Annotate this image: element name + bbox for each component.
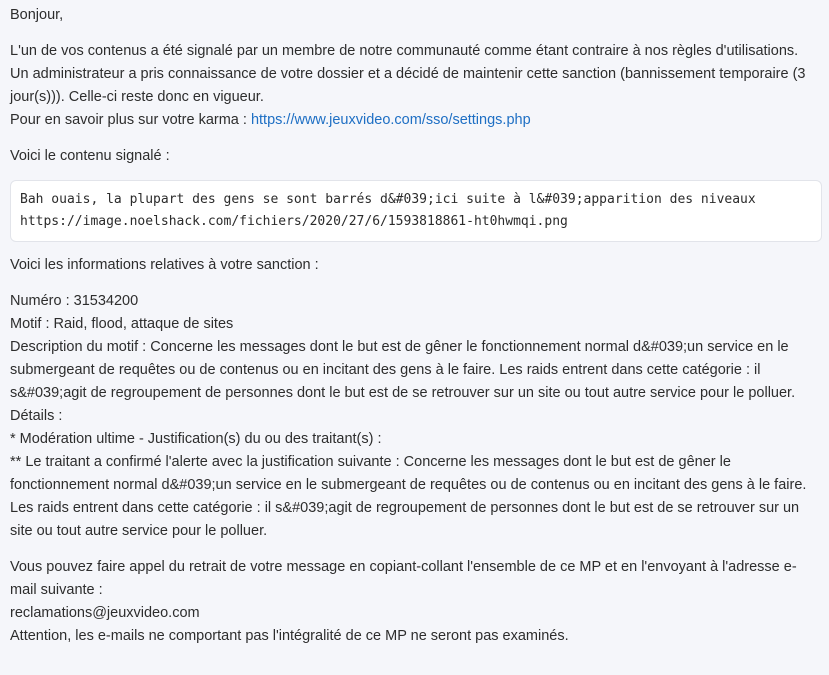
moderation-line: * Modération ultime - Justification(s) du ou des traitant(s) : xyxy=(10,431,382,447)
sanction-motif: Motif : Raid, flood, attaque de sites xyxy=(10,316,234,332)
appeal-warning: Attention, les e-mails ne comportant pas l'intégralité de ce MP ne seront pas examinés. xyxy=(10,628,569,644)
appeal-block xyxy=(10,556,822,648)
intro-block xyxy=(10,40,822,132)
details-label: Détails : xyxy=(10,408,63,424)
intro-reported: L'un de vos contenus a été signalé par un membre de notre communauté comme étant contraire à nos règles d'utilisations. xyxy=(10,43,799,59)
justification-text: ** Le traitant a confirmé l'alerte avec la justification suivante : Concerne les messages dont le but est de gêner le fonctionnement normal d&#039;un service en le submergeant de requêtes ou de contenus ou en incitant des gens à le faire. Les raids entrent dans cette catégorie : il s&#039;agit de regroupement de personnes dont le but est de se retrouver sur un site ou tout autre service pour le polluer. xyxy=(10,454,807,539)
karma-line xyxy=(10,109,822,132)
reported-content-line: https://image.noelshack.com/fichiers/2020/27/6/1593818861-ht0hwmqi.png xyxy=(20,214,568,229)
reported-content-line: Bah ouais, la plupart des gens se sont barrés d&#039;ici suite à l&#039;apparition des niveaux xyxy=(20,192,756,207)
karma-settings-link[interactable]: https://www.jeuxvideo.com/sso/settings.php xyxy=(250,112,531,128)
content-heading: Voici le contenu signalé : xyxy=(10,148,170,164)
greeting: Bonjour, xyxy=(10,7,64,23)
message-body xyxy=(10,4,822,648)
sanction-description: Description du motif : Concerne les messages dont le but est de gêner le fonctionnement normal d&#039;un service en le submergeant de requêtes ou de contenus ou en incitant des gens à le faire. Les raids entrent dans cette catégorie : il s&#039;agit de regroupement de personnes dont le but est de se retrouver sur un site ou tout autre service pour le polluer. xyxy=(10,339,796,401)
sanction-number: Numéro : 31534200 xyxy=(10,293,139,309)
reported-content-box xyxy=(10,180,822,242)
karma-prefix: Pour en savoir plus sur votre karma : xyxy=(10,112,251,128)
appeal-email: reclamations@jeuxvideo.com xyxy=(10,605,200,621)
intro-decision: Un administrateur a pris connaissance de votre dossier et a décidé de maintenir cette sanction (bannissement temporaire (3 jour(s))). Celle-ci reste donc en vigueur. xyxy=(10,66,806,105)
sanction-details xyxy=(10,290,822,543)
appeal-text: Vous pouvez faire appel du retrait de votre message en copiant-collant l'ensemble de ce MP et en l'envoyant à l'adresse e-mail suivante : xyxy=(10,559,797,598)
sanction-heading: Voici les informations relatives à votre sanction : xyxy=(10,257,319,273)
